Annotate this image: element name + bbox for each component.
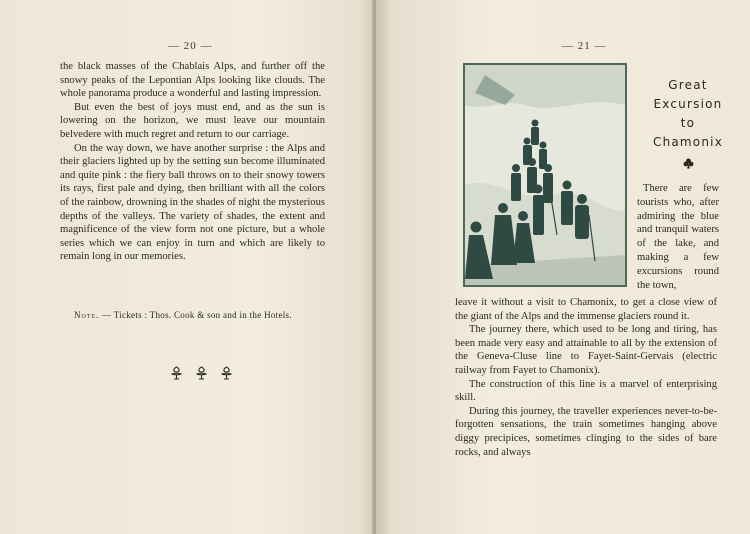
club-ornament-icon <box>683 158 694 169</box>
right-paragraph-4: During this journey, the traveller experiences never-to-be-forgotten sensations, the train sometimes hanging above diggy precipices, sometimes clinging to the sides of bare rocks, and always <box>455 405 717 458</box>
fleuron-ornament-icon <box>220 366 233 380</box>
left-page-body <box>60 60 325 264</box>
right-page-number: — 21 — <box>562 40 607 52</box>
heading-line-3: to <box>680 116 696 130</box>
left-page-number: — 20 — <box>168 40 213 52</box>
right-page-body <box>455 296 717 459</box>
fleuron-ornaments <box>170 366 233 380</box>
right-paragraph-2: The journey there, which used to be long and tiring, has been made very easy and attainable to all by the extension of the Geneva-Cluse line to Fayet-Saint-Gervais (electric railway from Fayet to Chamonix). <box>455 324 717 376</box>
note-label: Note. <box>74 310 100 320</box>
right-page <box>376 0 750 534</box>
fleuron-ornament-icon <box>195 366 208 380</box>
heading-line-2: Excursion <box>653 97 723 111</box>
side-paragraph <box>637 182 719 292</box>
left-paragraph-3: On the way down, we have another surprise : the Alps and their glaciers lighted up by the setting sun become illuminated and quite pink : the fiery ball throws on to their snowy towers its rays, first pale and dying, then brilliant with all the colors of the rainbow, drowning in the shades of night the mysterious depths of the valleys. The variety of shades, the extent and magnificence of the view form not one picture, but a whole series which we can enjoy in turn and which are likely to remain long in our memories. <box>60 142 325 263</box>
left-paragraph-1: the black masses of the Chablais Alps, and further off the snowy peaks of the Lepontian Alps looking like clouds. The whole panorama produce a wonderful and lasting impression. <box>60 61 325 100</box>
heading-line-1: Great <box>668 78 708 92</box>
heading-line-4: Chamonix <box>652 135 723 149</box>
photo-illustration <box>465 65 625 285</box>
tickets-note <box>74 310 292 320</box>
side-paragraph-text: There are few tourists who, after admiring the blue and tranquil waters of the lake, and making a few excursions round the town, <box>637 183 719 291</box>
fleuron-ornament-icon <box>170 366 183 380</box>
photo-of-tourists-on-glacier <box>463 63 627 287</box>
right-paragraph-1: leave it without a visit to Chamonix, to get a close view of the giant of the Alps and the immense glaciers round it. <box>455 297 717 322</box>
note-text: — Tickets : Thos. Cook & son and in the Hotels. <box>99 310 292 320</box>
left-paragraph-2: But even the best of joys must end, and as the sun is lowering on the horizon, we must leave our mountain belvedere with much regret and return to our carriage. <box>60 101 325 140</box>
section-heading <box>638 76 738 169</box>
right-paragraph-3: The construction of this line is a marvel of enterprising skill. <box>455 378 717 404</box>
